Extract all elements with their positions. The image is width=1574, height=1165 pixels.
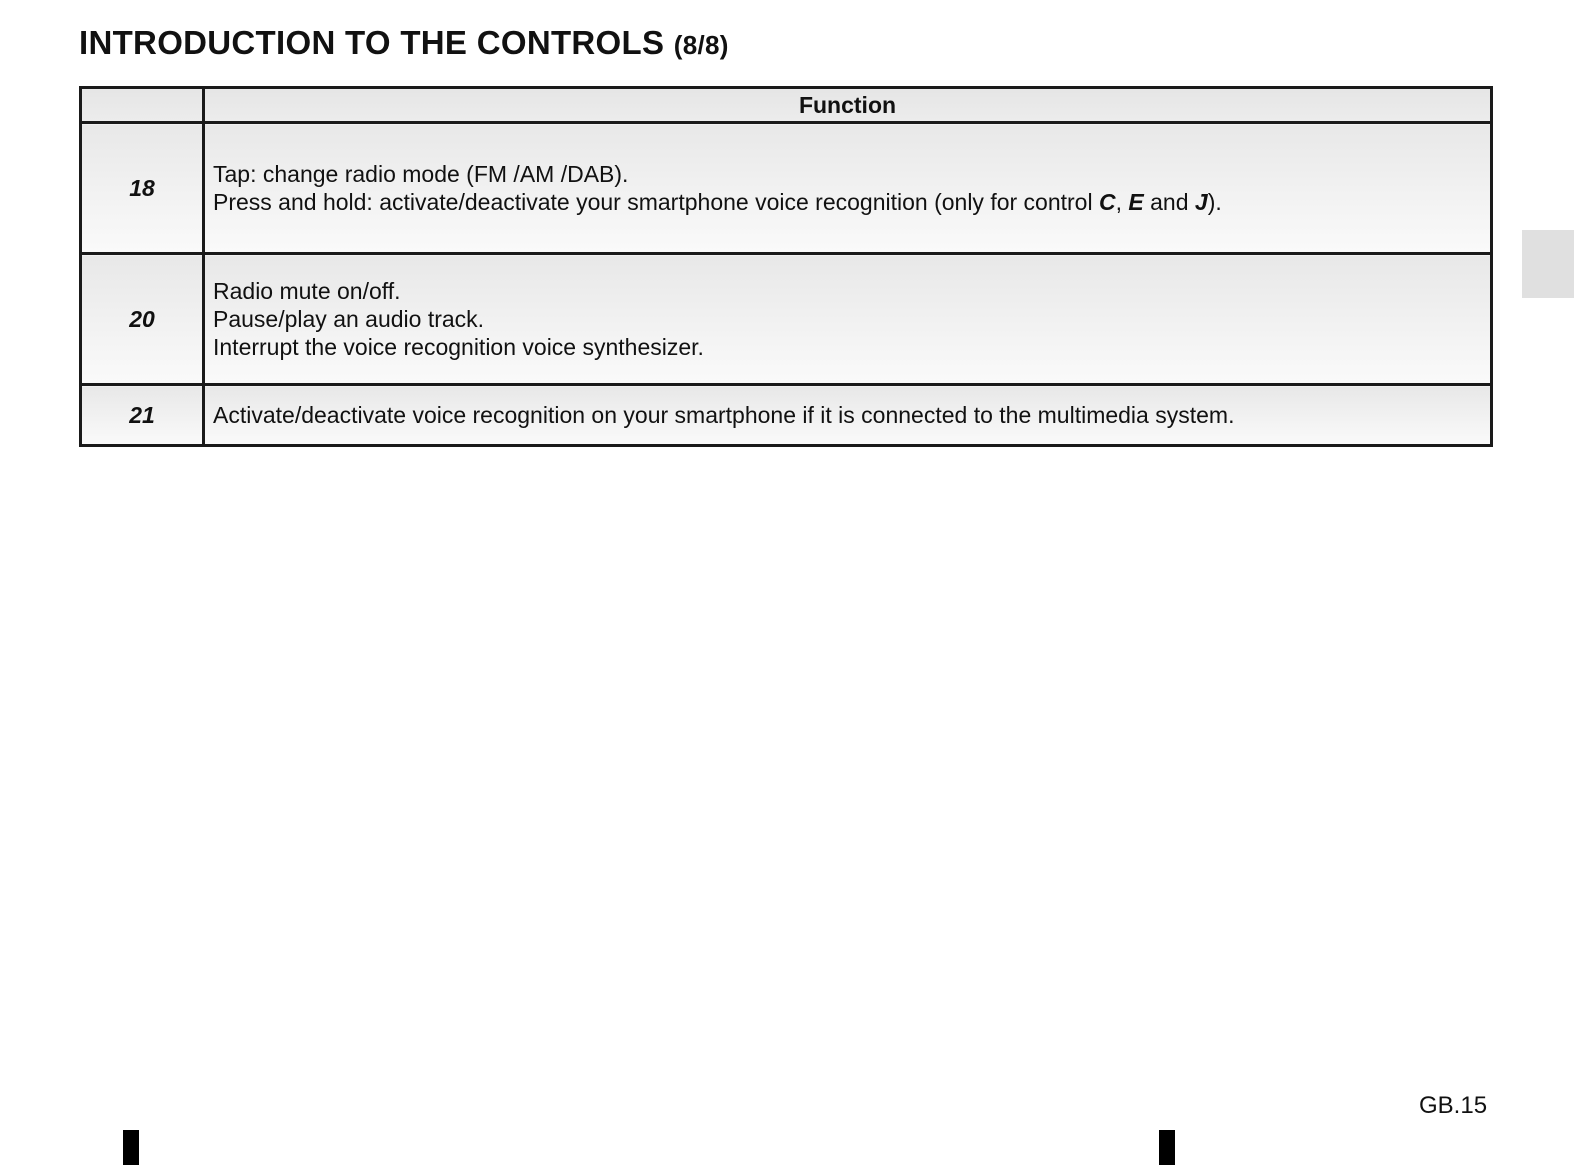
control-ref-c: C	[1098, 189, 1116, 215]
function-text: and	[1143, 189, 1195, 215]
control-ref-j: J	[1194, 189, 1208, 215]
crop-mark-left	[123, 1130, 139, 1165]
function-line: Interrupt the voice recognition voice synthesizer.	[213, 334, 704, 360]
table-row	[81, 123, 1492, 254]
number-column-header	[81, 88, 204, 123]
function-line: Activate/deactivate voice recognition on your smartphone if it is connected to the multimedia system.	[213, 402, 1235, 428]
control-number: 20	[81, 254, 204, 385]
function-text: Press and hold: activate/deactivate your smartphone voice recognition (only for control	[213, 189, 1099, 215]
function-description	[204, 254, 1492, 385]
function-line: Radio mute on/off.	[213, 278, 401, 304]
table-row	[81, 254, 1492, 385]
controls-table	[79, 86, 1493, 447]
crop-mark-right	[1159, 1130, 1175, 1165]
function-text: ,	[1115, 189, 1129, 215]
function-line: Pause/play an audio track.	[213, 306, 485, 332]
page-part-indicator: (8/8)	[673, 30, 729, 60]
function-line: Tap: change radio mode (FM /AM /DAB).	[213, 161, 629, 187]
section-side-tab	[1522, 230, 1574, 298]
page-title	[79, 24, 729, 62]
function-description	[204, 385, 1492, 446]
control-ref-e: E	[1128, 189, 1144, 215]
page-number: GB.15	[1419, 1092, 1488, 1119]
function-text: ).	[1207, 189, 1222, 215]
table-header-row	[81, 88, 1492, 123]
control-number: 21	[81, 385, 204, 446]
page-title-text: INTRODUCTION TO THE CONTROLS	[79, 24, 665, 61]
function-description	[204, 123, 1492, 254]
control-number: 18	[81, 123, 204, 254]
function-column-header: Function	[204, 88, 1492, 123]
table-row	[81, 385, 1492, 446]
function-line	[213, 188, 1490, 216]
